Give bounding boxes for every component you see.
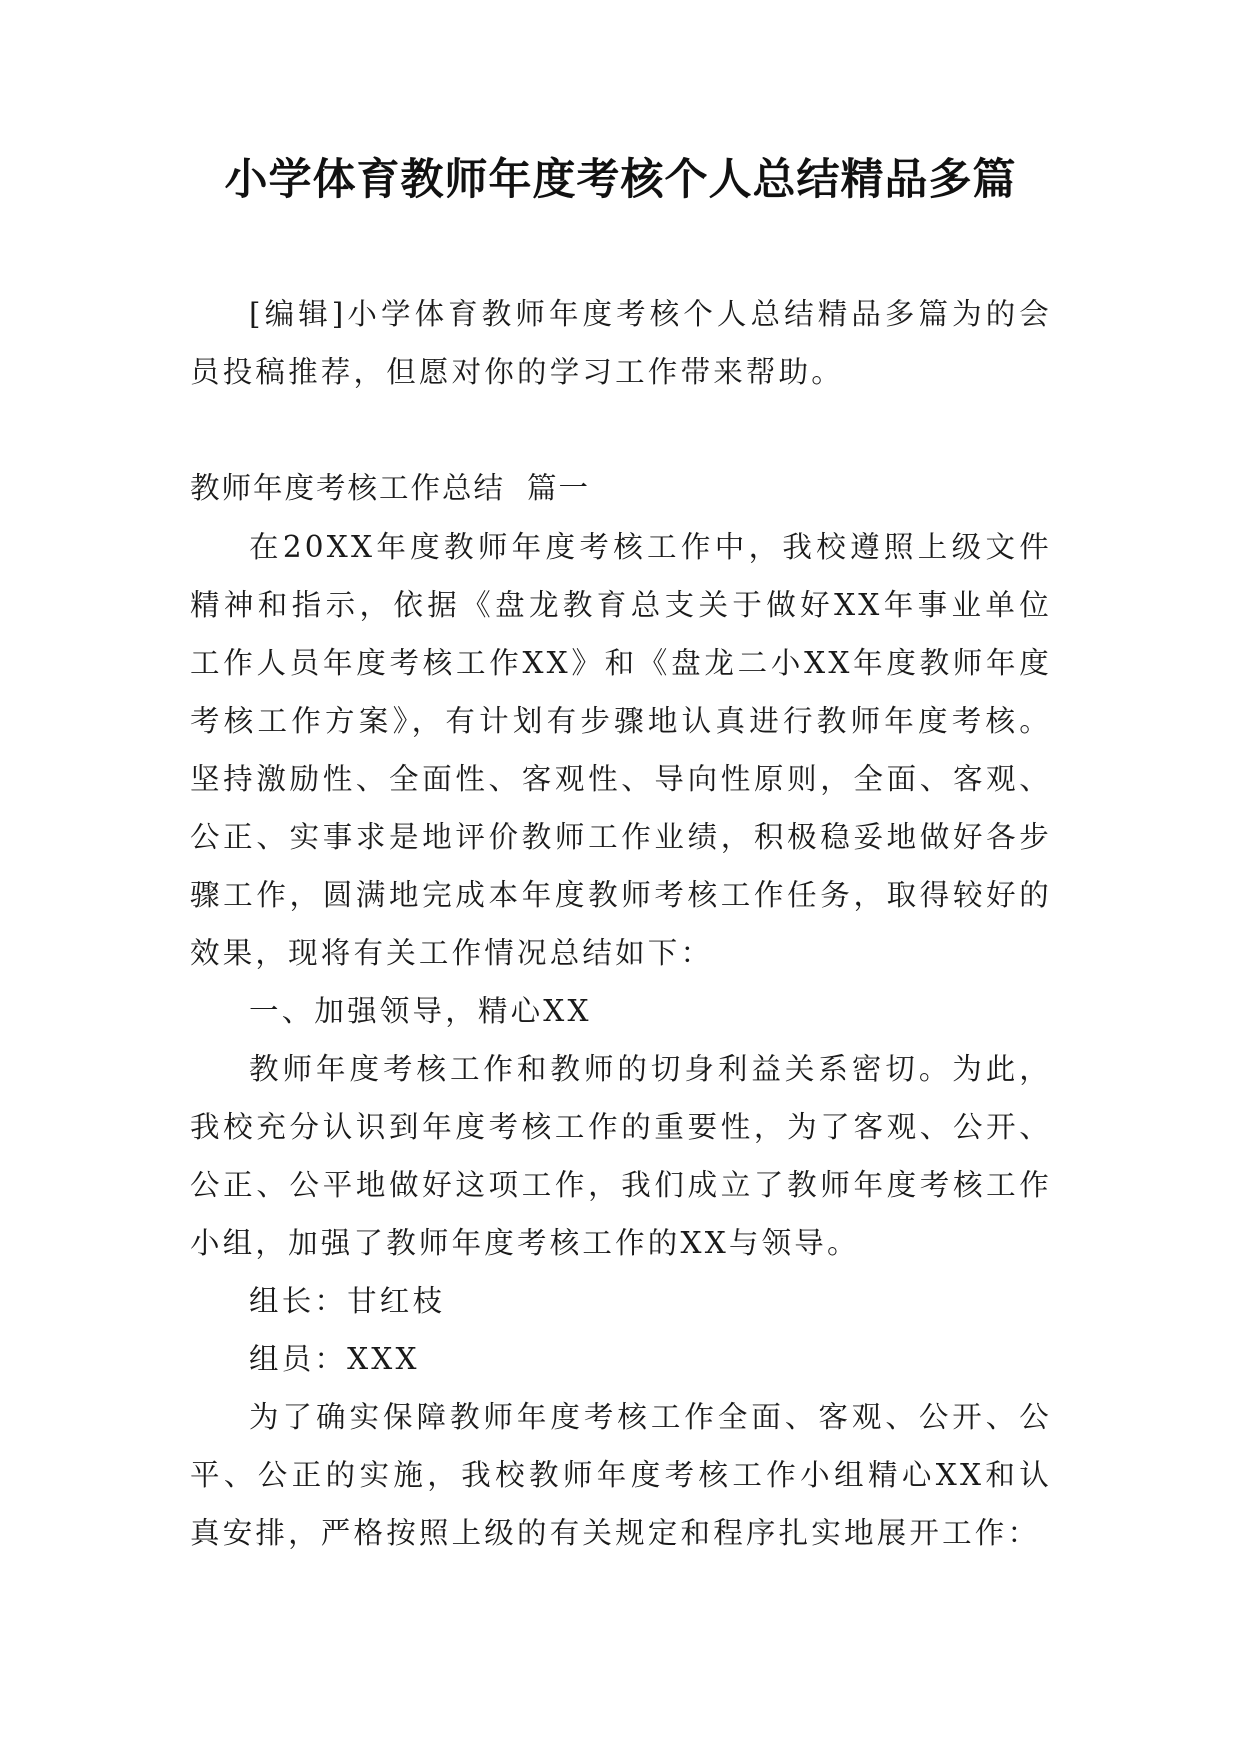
intro-paragraph: [编辑]小学体育教师年度考核个人总结精品多篇为的会员投稿推荐，但愿对你的学习工作带来帮助。	[190, 297, 1052, 389]
section-label: 篇一	[527, 471, 591, 505]
members-line: 组员：XXX	[249, 1342, 420, 1376]
paragraph: 为了确实保障教师年度考核工作全面、客观、公开、公平、公正的实施，我校教师年度考核工作小组精心XX和认真安排，严格按照上级的有关规定和程序扎实地展开工作：	[190, 1400, 1052, 1550]
paragraph: 在20XX年度教师年度考核工作中，我校遵照上级文件精神和指示，依据《盘龙教育总支关于做好XX年事业单位工作人员年度考核工作XX》和《盘龙二小XX年度教师年度考核工作方案》，有计划有步骤地认真进行教师年度考核。坚持激励性、全面性、客观性、导向性原则，全面、客观、公正、实事求是地评价教师工作业绩，积极稳妥地做好各步骤工作，圆满地完成本年度教师考核工作任务，取得较好的效果，现将有关工作情况总结如下：	[190, 530, 1052, 970]
section-content	[190, 518, 1052, 1562]
page-title: 小学体育教师年度考核个人总结精品多篇	[224, 155, 1017, 205]
paragraph: 教师年度考核工作和教师的切身利益关系密切。为此，我校充分认识到年度考核工作的重要性，为了客观、公开、公正、公平地做好这项工作，我们成立了教师年度考核工作小组，加强了教师年度考核工作的XX与领导。	[190, 1052, 1052, 1260]
section-heading-text: 教师年度考核工作总结	[190, 471, 506, 505]
subheading: 一、加强领导，精心XX	[249, 994, 592, 1028]
section-heading	[190, 459, 590, 517]
leader-line: 组长：甘红枝	[249, 1284, 446, 1318]
